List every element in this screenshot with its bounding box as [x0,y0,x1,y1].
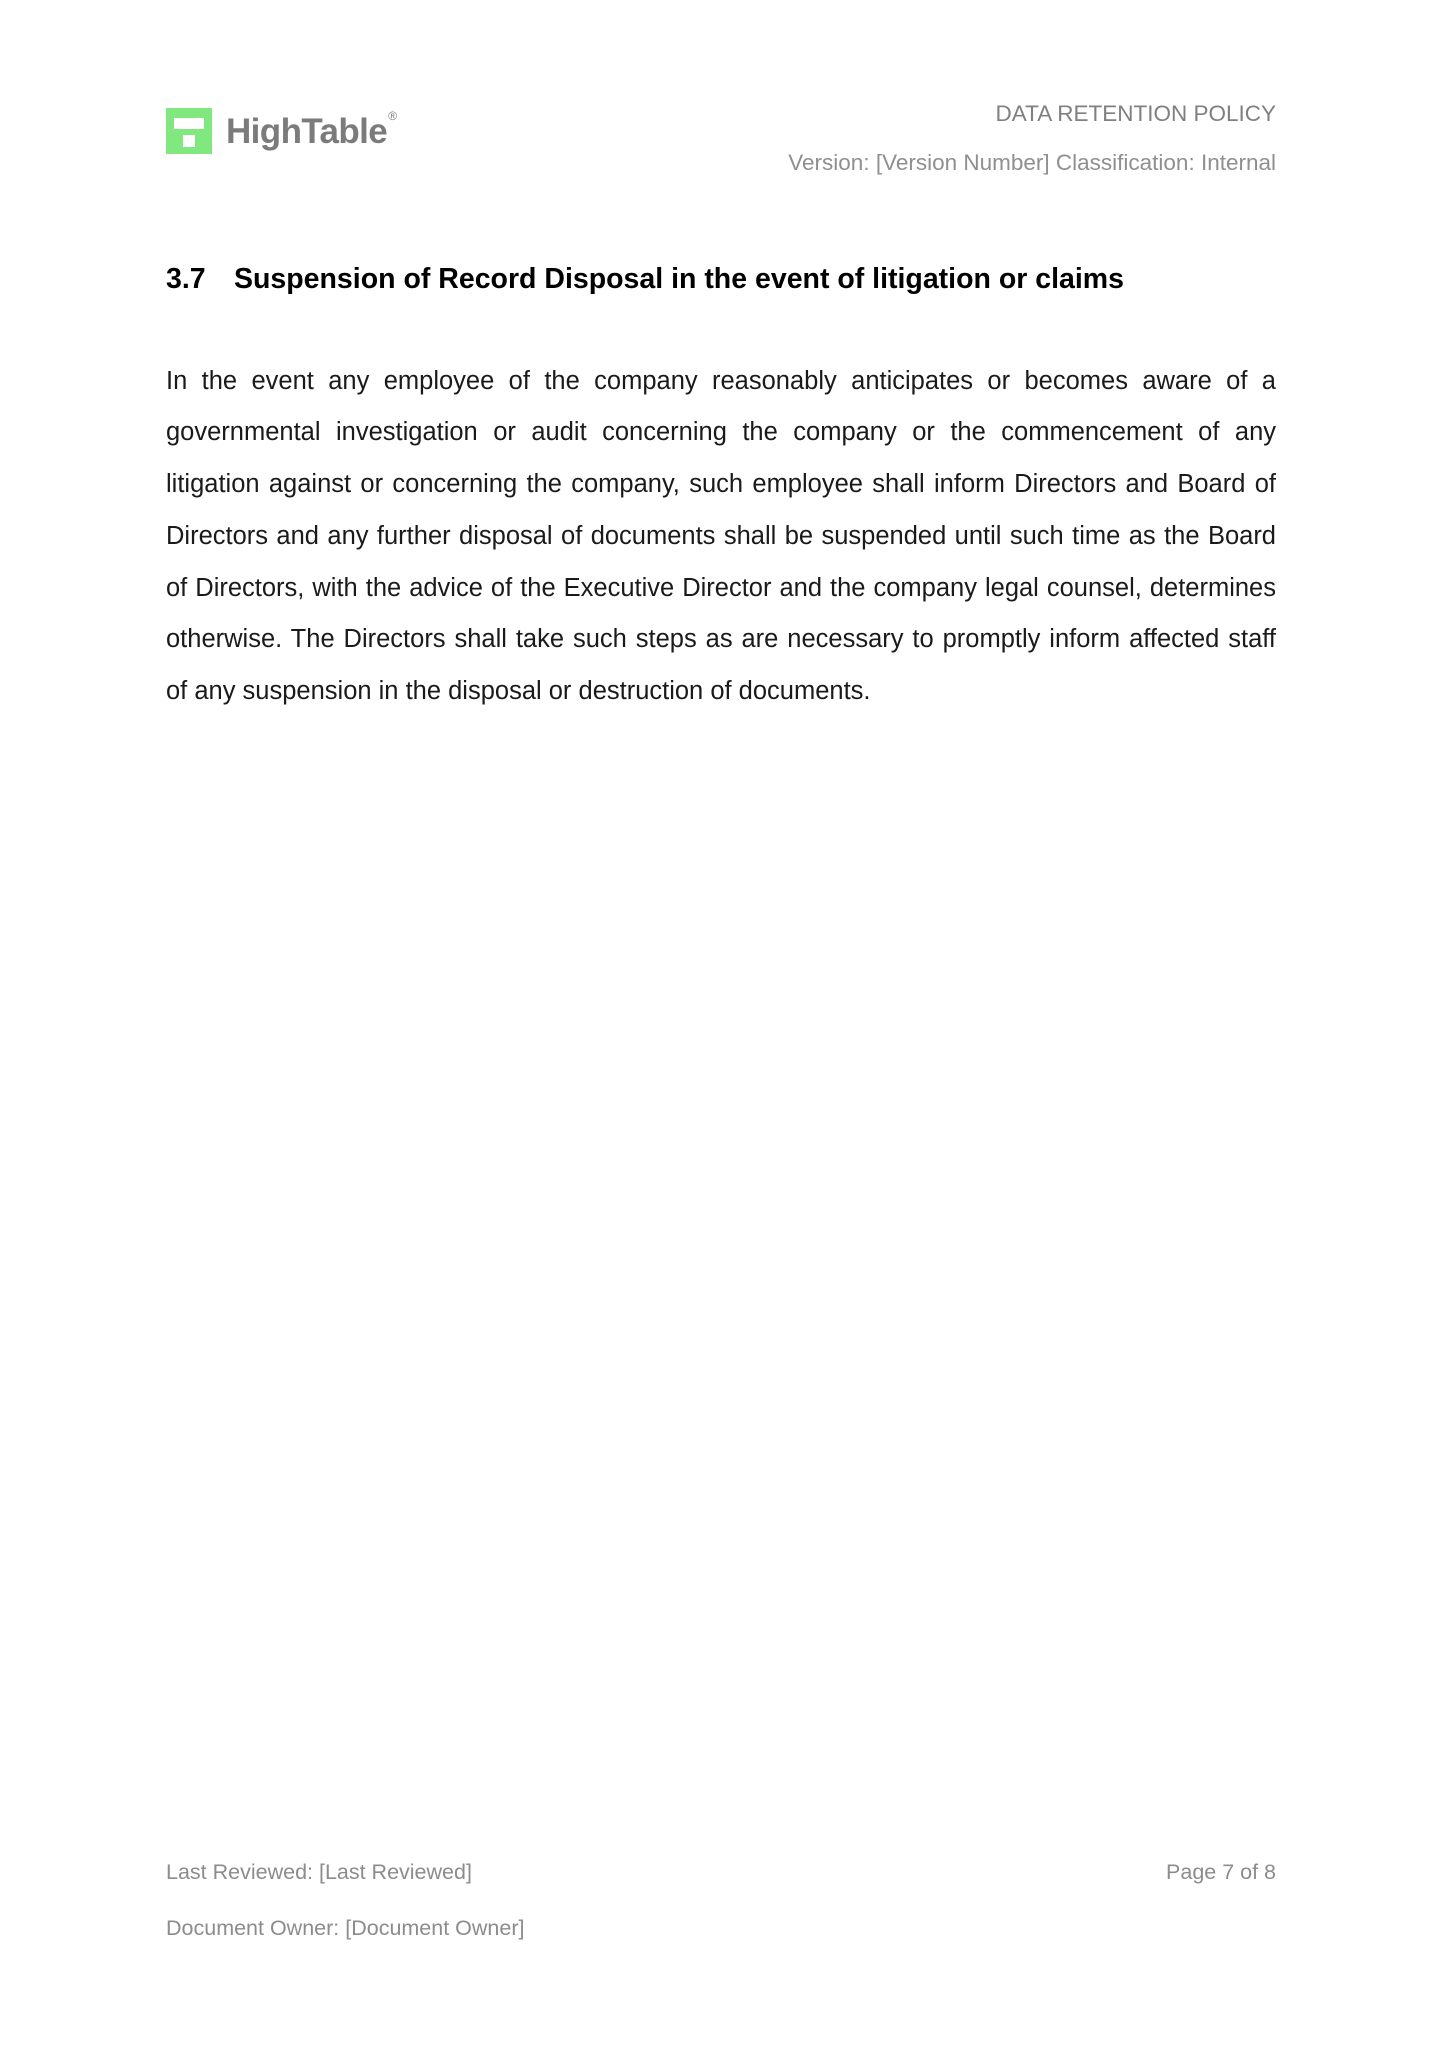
page-number-text: Page 7 of 8 [1166,1860,1276,1885]
section-title: Suspension of Record Disposal in the event of litigation or claims [234,263,1124,295]
page-footer [166,1860,1276,1942]
brand-wordmark [226,108,397,151]
page-header [166,96,1276,186]
hightable-logo-icon [166,108,212,154]
footer-row-secondary [166,1916,1276,1942]
last-reviewed-text: Last Reviewed: [Last Reviewed] [166,1860,472,1885]
section-number: 3.7 [166,263,206,295]
brand-name-text: HighTable [226,111,388,151]
logo-stub-shape [183,135,195,147]
footer-row-primary [166,1860,1276,1886]
header-meta [788,96,1276,176]
document-version-classification: Version: [Version Number] Classification: Internal [788,150,1276,175]
document-owner-text: Document Owner: [Document Owner] [166,1916,525,1941]
registered-trademark-icon: ® [388,108,397,123]
page-content [166,252,1276,743]
section-heading [166,252,1276,308]
section-body-paragraph: In the event any employee of the company reasonably anticipates or becomes aware of a governmental investigation or audit concerning the company or the commencement of any litigation against or concerning the company, such employee shall inform Directors and Board of Directors and any further disposal of documents shall be suspended until such time as the Board of Directors, with the advice of the Executive Director and the company legal counsel, determines otherwise. The Directors shall take such steps as are necessary to promptly inform affected staff of any suspension in the disposal or destruction of documents. [166,366,1276,706]
logo-bar-shape [174,118,204,129]
document-title: DATA RETENTION POLICY [995,101,1276,126]
brand-logo [166,108,395,154]
